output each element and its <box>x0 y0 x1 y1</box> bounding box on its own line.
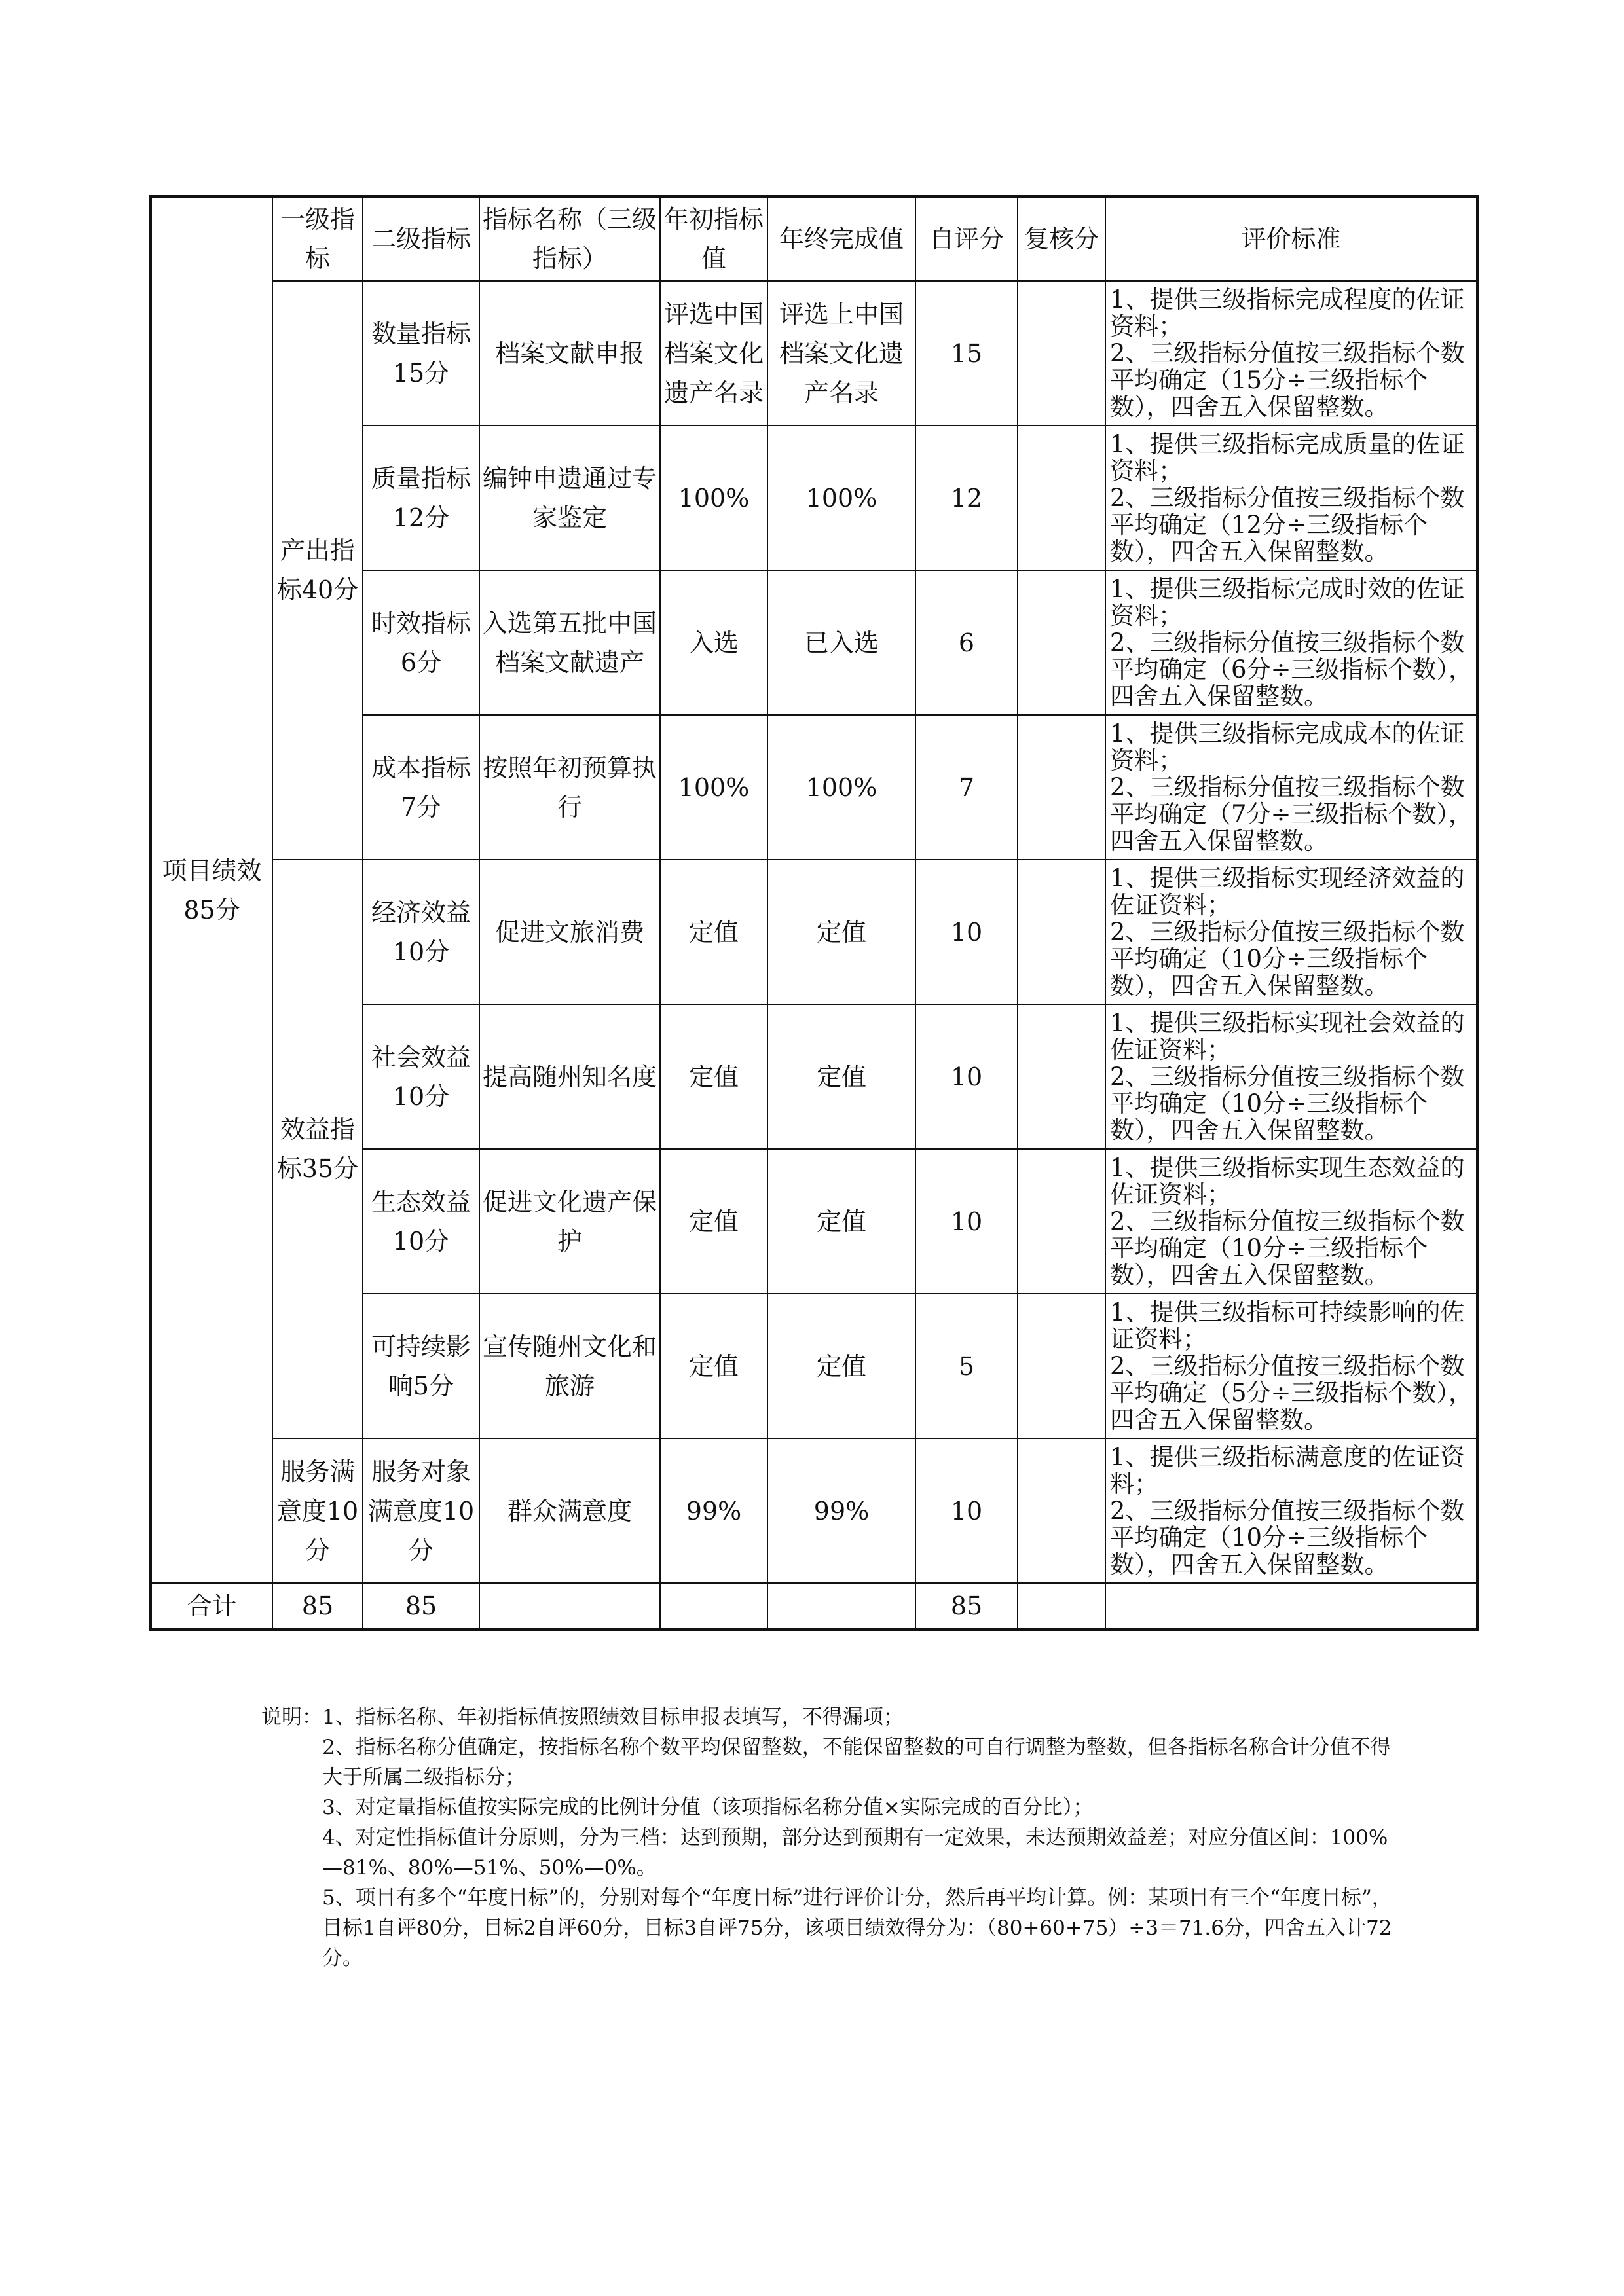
level2-cell: 数量指标15分 <box>363 281 479 426</box>
total-empty <box>479 1583 660 1630</box>
performance-table-wrapper <box>149 195 1476 1631</box>
criteria-line-2: 2、三级指标分值按三级指标个数平均确定（7分÷三级指标个数），四舍五入保留整数。 <box>1110 773 1473 855</box>
target-cell: 定值 <box>660 860 767 1004</box>
criteria-line-1: 1、提供三级指标可持续影响的佐证资料； <box>1110 1298 1465 1353</box>
criteria-line-1: 1、提供三级指标完成时效的佐证资料； <box>1110 575 1465 630</box>
note-item <box>249 1732 1401 1793</box>
indicator-name-cell: 入选第五批中国档案文献遗产 <box>479 570 660 715</box>
criteria-cell <box>1105 1294 1477 1438</box>
review-score-cell <box>1018 1004 1105 1149</box>
criteria-line-1: 1、提供三级指标完成成本的佐证资料； <box>1110 720 1465 774</box>
self-score-cell: 7 <box>915 715 1018 860</box>
total-row <box>151 1583 1477 1630</box>
indicator-name-cell: 促进文化遗产保护 <box>479 1149 660 1294</box>
indicator-name-cell: 群众满意度 <box>479 1438 660 1583</box>
review-score-cell <box>1018 570 1105 715</box>
indicator-name-cell: 促进文旅消费 <box>479 860 660 1004</box>
level2-cell: 成本指标7分 <box>363 715 479 860</box>
target-cell: 定值 <box>660 1294 767 1438</box>
note-item <box>249 1702 1401 1732</box>
criteria-line-1: 1、提供三级指标实现社会效益的佐证资料； <box>1110 1009 1465 1064</box>
target-cell: 100% <box>660 715 767 860</box>
self-score-cell: 6 <box>915 570 1018 715</box>
header-self-score: 自评分 <box>915 196 1018 281</box>
table-row <box>151 860 1477 1004</box>
review-score-cell <box>1018 281 1105 426</box>
actual-cell: 定值 <box>767 1294 915 1438</box>
level2-cell: 社会效益10分 <box>363 1004 479 1149</box>
target-cell: 入选 <box>660 570 767 715</box>
criteria-cell <box>1105 1149 1477 1294</box>
criteria-line-2: 2、三级指标分值按三级指标个数平均确定（10分÷三级指标个数），四舍五入保留整数。 <box>1110 1207 1465 1289</box>
group-satisfaction: 服务满意度10分 <box>272 1438 363 1583</box>
note-prefix <box>249 1823 322 1883</box>
note-prefix <box>249 1883 322 1973</box>
total-self-score: 85 <box>915 1583 1018 1630</box>
header-level1: 一级指标 <box>272 196 363 281</box>
review-score-cell <box>1018 426 1105 570</box>
note-text: 1、指标名称、年初指标值按照绩效目标申报表填写，不得漏项； <box>322 1705 904 1729</box>
level2-cell: 服务对象满意度10分 <box>363 1438 479 1583</box>
criteria-line-2: 2、三级指标分值按三级指标个数平均确定（12分÷三级指标个数），四舍五入保留整数。 <box>1110 484 1465 566</box>
criteria-line-2: 2、三级指标分值按三级指标个数平均确定（6分÷三级指标个数），四舍五入保留整数。 <box>1110 629 1473 710</box>
note-text: 4、对定性指标值计分原则，分为三档：达到预期，部分达到预期有一定效果，未达预期效益差；对应分值区间：100%—81%、80%—51%、50%—0%。 <box>322 1826 1388 1880</box>
criteria-line-1: 1、提供三级指标完成质量的佐证资料； <box>1110 430 1465 485</box>
self-score-cell: 10 <box>915 860 1018 1004</box>
target-cell: 100% <box>660 426 767 570</box>
level2-cell: 生态效益10分 <box>363 1149 479 1294</box>
actual-cell: 定值 <box>767 1004 915 1149</box>
indicator-name-cell: 按照年初预算执行 <box>479 715 660 860</box>
review-score-cell <box>1018 1294 1105 1438</box>
note-text: 2、指标名称分值确定，按指标名称个数平均保留整数，不能保留整数的可自行调整为整数，但各指标名称合计分值不得大于所属二级指标分； <box>322 1736 1391 1789</box>
note-text: 5、项目有多个“年度目标”的，分别对每个“年度目标”进行评价计分，然后再平均计算。例：某项目有三个“年度目标”，目标1自评80分，目标2自评60分，目标3自评75分，该项目绩效得分为：（80+60+75）÷3＝71.6分，四舍五入计72分。 <box>322 1886 1392 1970</box>
criteria-cell <box>1105 715 1477 860</box>
criteria-cell <box>1105 860 1477 1004</box>
total-empty <box>767 1583 915 1630</box>
criteria-line-1: 1、提供三级指标完成程度的佐证资料； <box>1110 285 1465 340</box>
criteria-cell <box>1105 1438 1477 1583</box>
self-score-cell: 10 <box>915 1004 1018 1149</box>
total-label: 合计 <box>151 1583 272 1630</box>
review-score-cell <box>1018 1149 1105 1294</box>
note-item <box>249 1823 1401 1883</box>
indicator-name-cell: 提高随州知名度 <box>479 1004 660 1149</box>
self-score-cell: 15 <box>915 281 1018 426</box>
header-level2: 二级指标 <box>363 196 479 281</box>
note-item <box>249 1883 1401 1973</box>
indicator-name-cell: 编钟申遗通过专家鉴定 <box>479 426 660 570</box>
actual-cell: 已入选 <box>767 570 915 715</box>
actual-cell: 100% <box>767 426 915 570</box>
actual-cell: 评选上中国档案文化遗产名录 <box>767 281 915 426</box>
actual-cell: 99% <box>767 1438 915 1583</box>
actual-cell: 定值 <box>767 860 915 1004</box>
total-empty <box>1018 1583 1105 1630</box>
criteria-cell <box>1105 281 1477 426</box>
table-header-row <box>151 196 1477 281</box>
indicator-name-cell: 档案文献申报 <box>479 281 660 426</box>
indicator-name-cell: 宣传随州文化和旅游 <box>479 1294 660 1438</box>
table-row <box>151 281 1477 426</box>
level2-cell: 可持续影响5分 <box>363 1294 479 1438</box>
note-text: 3、对定量指标值按实际完成的比例计分值（该项指标名称分值×实际完成的百分比）； <box>322 1796 1094 1819</box>
note-item <box>249 1793 1401 1823</box>
header-year-end-value: 年终完成值 <box>767 196 915 281</box>
target-cell: 定值 <box>660 1149 767 1294</box>
criteria-line-2: 2、三级指标分值按三级指标个数平均确定（15分÷三级指标个数），四舍五入保留整数。 <box>1110 339 1465 421</box>
level2-cell: 时效指标6分 <box>363 570 479 715</box>
target-cell: 定值 <box>660 1004 767 1149</box>
criteria-line-2: 2、三级指标分值按三级指标个数平均确定（10分÷三级指标个数），四舍五入保留整数。 <box>1110 1063 1465 1144</box>
header-review-score: 复核分 <box>1018 196 1105 281</box>
review-score-cell <box>1018 1438 1105 1583</box>
header-criteria: 评价标准 <box>1105 196 1477 281</box>
note-prefix: 说明： <box>261 1705 322 1729</box>
group-benefit: 效益指标35分 <box>272 860 363 1438</box>
criteria-line-2: 2、三级指标分值按三级指标个数平均确定（10分÷三级指标个数），四舍五入保留整数。 <box>1110 1497 1465 1578</box>
criteria-line-1: 1、提供三级指标实现经济效益的佐证资料； <box>1110 864 1465 919</box>
target-cell: 评选中国档案文化遗产名录 <box>660 281 767 426</box>
actual-cell: 定值 <box>767 1149 915 1294</box>
criteria-cell <box>1105 1004 1477 1149</box>
criteria-line-2: 2、三级指标分值按三级指标个数平均确定（10分÷三级指标个数），四舍五入保留整数。 <box>1110 918 1465 1000</box>
notes-section <box>249 1702 1401 1973</box>
group-output: 产出指标40分 <box>272 281 363 860</box>
self-score-cell: 10 <box>915 1149 1018 1294</box>
criteria-line-1: 1、提供三级指标满意度的佐证资料； <box>1110 1443 1465 1498</box>
project-performance-cell: 项目绩效85分 <box>151 196 272 1583</box>
header-initial-target: 年初指标值 <box>660 196 767 281</box>
criteria-line-1: 1、提供三级指标实现生态效益的佐证资料； <box>1110 1154 1465 1209</box>
total-empty <box>1105 1583 1477 1630</box>
performance-evaluation-table <box>149 195 1479 1631</box>
table-row <box>151 1438 1477 1583</box>
self-score-cell: 5 <box>915 1294 1018 1438</box>
self-score-cell: 10 <box>915 1438 1018 1583</box>
criteria-cell <box>1105 426 1477 570</box>
criteria-line-2: 2、三级指标分值按三级指标个数平均确定（5分÷三级指标个数），四舍五入保留整数。 <box>1110 1352 1473 1434</box>
review-score-cell <box>1018 715 1105 860</box>
note-prefix <box>249 1793 322 1823</box>
header-indicator-name: 指标名称（三级指标） <box>479 196 660 281</box>
total-level1: 85 <box>272 1583 363 1630</box>
actual-cell: 100% <box>767 715 915 860</box>
target-cell: 99% <box>660 1438 767 1583</box>
self-score-cell: 12 <box>915 426 1018 570</box>
review-score-cell <box>1018 860 1105 1004</box>
level2-cell: 质量指标12分 <box>363 426 479 570</box>
note-prefix <box>249 1732 322 1793</box>
total-empty <box>660 1583 767 1630</box>
criteria-cell <box>1105 570 1477 715</box>
total-level2: 85 <box>363 1583 479 1630</box>
level2-cell: 经济效益10分 <box>363 860 479 1004</box>
